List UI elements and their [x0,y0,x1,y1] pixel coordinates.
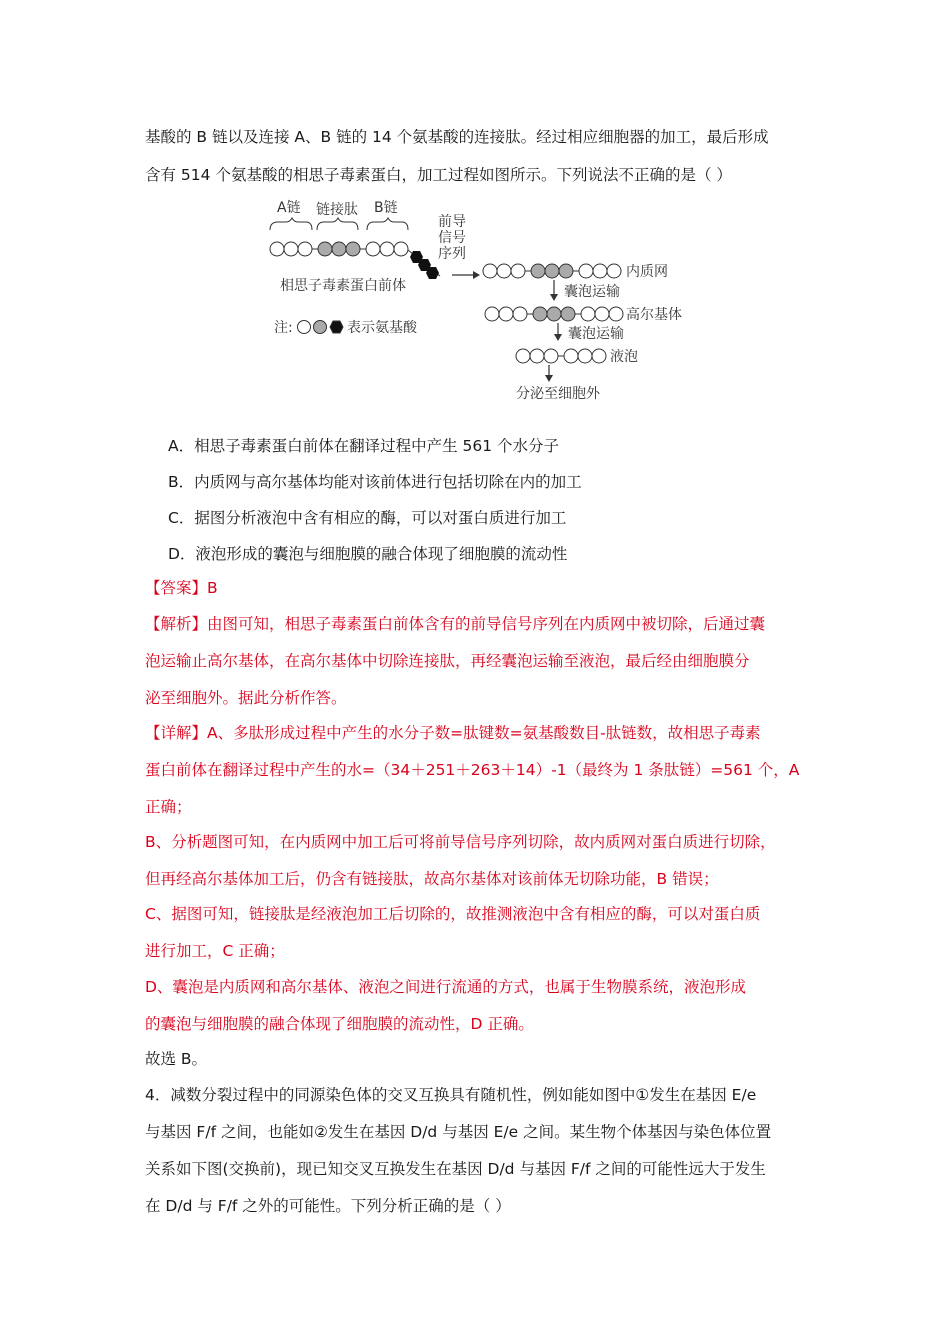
signal-sequence-beads [410,251,439,279]
detail-line: 进行加工，C 正确； [145,942,285,960]
bracket-linker [317,218,358,230]
label-golgi: 高尔基体 [626,307,682,323]
detail-line: 【详解】A、多肽形成过程中产生的水分子数=肽键数=氨基酸数目-肽链数，故相思子毒素 [145,724,761,742]
protein-processing-diagram [262,192,702,404]
bracket-a-chain [270,218,312,230]
question4-line: 关系如下图(交换前)，现已知交叉互换发生在基因 D/d 与基因 F/f 之间的可能性远大于发生 [145,1160,766,1178]
detail-line: 正确； [145,798,192,816]
label-a-chain: A链 [277,200,301,216]
legend-text: 表示氨基酸 [347,320,417,336]
option-b: B．内质网与高尔基体均能对该前体进行包括切除在内的加工 [168,473,582,491]
vacuole-chain [516,349,606,363]
golgi-chain [485,307,623,321]
option-c: C．据图分析液泡中含有相应的酶，可以对蛋白质进行加工 [168,509,567,527]
label-precursor: 相思子毒素蛋白前体 [280,278,406,294]
question-text-line: 基酸的 B 链以及连接 A、B 链的 14 个氨基酸的连接肽。经过相应细胞器的加工，最后形成 [145,128,769,146]
question4-line: 与基因 F/f 之间，也能如②发生在基因 D/d 与基因 E/e 之间。某生物个体基因与染色体位置 [145,1123,772,1141]
option-a: A．相思子毒素蛋白前体在翻译过程中产生 561 个水分子 [168,437,560,455]
analysis-line: 泡运输止高尔基体，在高尔基体中切除连接肽，再经囊泡运输至液泡，最后经由细胞膜分 [145,652,750,670]
er-chain [483,264,621,278]
label-vesicle-transport-2: 囊泡运输 [568,326,624,342]
detail-line: D、囊泡是内质网和高尔基体、液泡之间进行流通的方式，也属于生物膜系统，液泡形成 [145,978,746,996]
label-linker: 链接肽 [316,202,358,218]
detail-line: B、分析题图可知，在内质网中加工后可将前导信号序列切除，故内质网对蛋白质进行切除， [145,833,776,851]
bracket-b-chain [367,218,408,230]
question-text-line: 含有 514 个氨基酸的相思子毒素蛋白，加工过程如图所示。下列说法不正确的是（ ） [145,166,732,184]
detail-line: 的囊泡与细胞膜的融合体现了细胞膜的流动性，D 正确。 [145,1015,534,1033]
analysis-line: 泌至细胞外。据此分析作答。 [145,689,347,707]
label-b-chain: B链 [374,200,398,216]
detail-line: 蛋白前体在翻译过程中产生的水=（34＋251＋263＋14）-1（最终为 1 条肽链）=561 个，A [145,761,800,779]
label-vacuole: 液泡 [610,349,638,365]
legend-beads [298,321,344,334]
analysis-line: 【解析】由图可知，相思子毒素蛋白前体含有的前导信号序列在内质网中被切除，后通过囊 [145,615,766,633]
legend-prefix: 注: [274,320,293,336]
detail-line: C、据图可知，链接肽是经液泡加工后切除的，故推测液泡中含有相应的酶，可以对蛋白质 [145,905,761,923]
detail-line: 但再经高尔基体加工后，仍含有链接肽，故高尔基体对该前体无切除功能，B 错误； [145,870,719,888]
question4-line: 4．减数分裂过程中的同源染色体的交叉互换具有随机性，例如能如图中①发生在基因 E/e [145,1086,757,1104]
label-er: 内质网 [626,264,668,280]
question4-line: 在 D/d 与 F/f 之外的可能性。下列分析正确的是（ ） [145,1197,511,1215]
option-d: D．液泡形成的囊泡与细胞膜的融合体现了细胞膜的流动性 [168,545,568,563]
conclusion: 故选 B。 [145,1050,208,1068]
answer: 【答案】B [145,579,218,597]
label-signal-line2: 信号 [438,230,466,246]
label-signal-line3: 序列 [438,246,466,262]
label-signal-line1: 前导 [438,214,466,230]
label-secretion: 分泌至细胞外 [516,386,600,402]
label-vesicle-transport-1: 囊泡运输 [564,284,620,300]
